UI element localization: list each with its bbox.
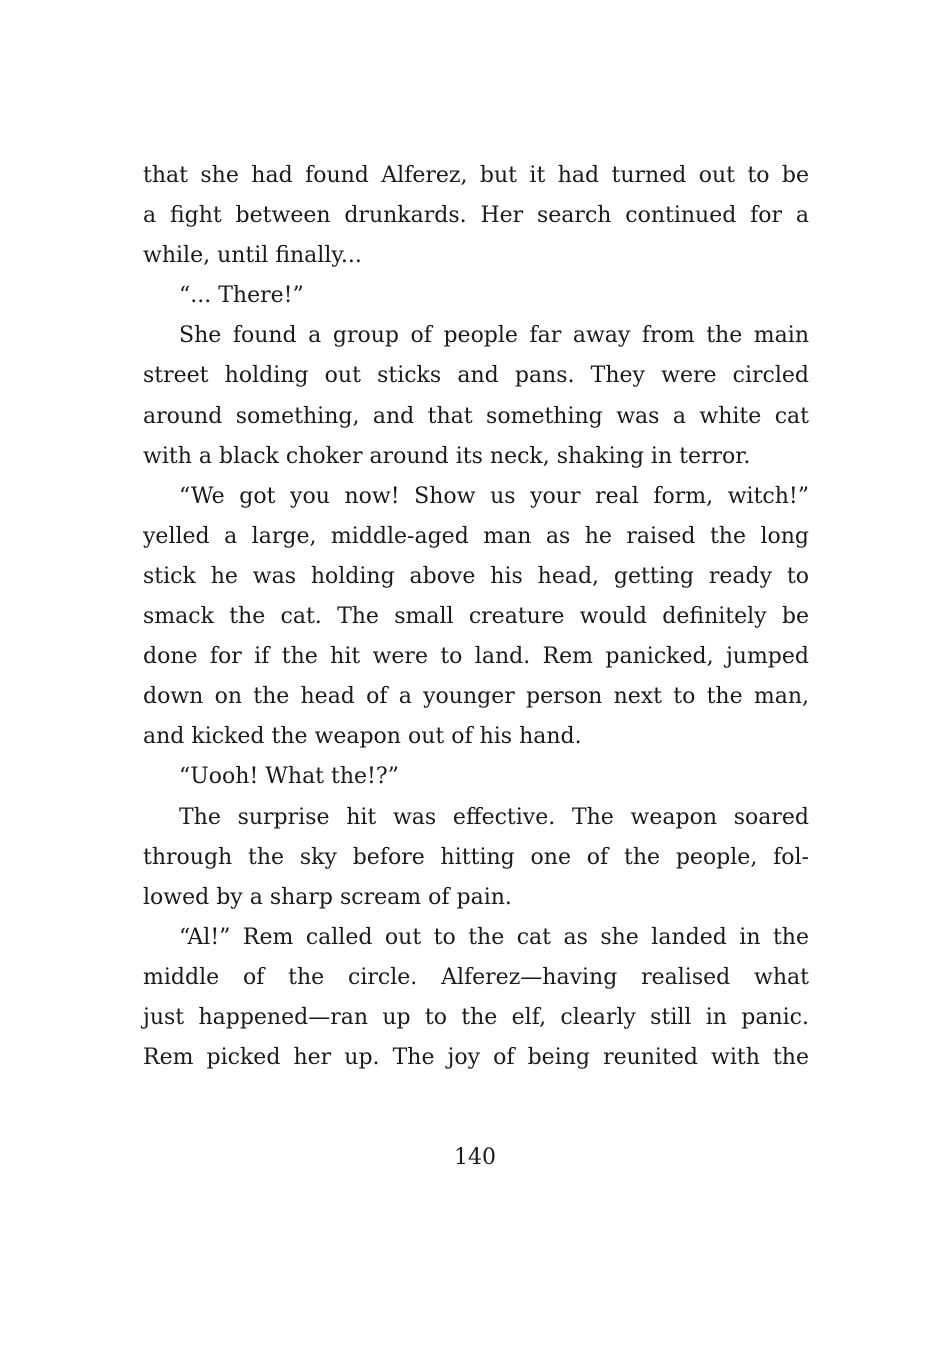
text-line: that she had found Alferez, but it had turned out to be [143,163,809,188]
page-number: 140 [454,1145,496,1170]
text-line: lowed by a sharp scream of pain. [143,884,512,910]
text-line: just happened—ran up to the elf, clearly still in panic. [143,1004,809,1030]
text-line: Rem picked her up. The joy of being reunited with the [143,1045,809,1071]
text-line: done for if the hit were to land. Rem panicked, jumped [143,644,809,670]
text-line: “Uooh! What the!?” [179,764,399,790]
text-line: around something, and that something was a white cat [143,403,809,429]
text-line: a fight between drunkards. Her search continued for a [143,203,809,229]
text-line: yelled a large, middle-aged man as he raised the long [143,523,809,549]
text-line: smack the cat. The small creature would definitely be [143,604,809,630]
text-line: The surprise hit was effective. The weapon soared [179,804,809,830]
text-line: down on the head of a younger person next to the man, [143,684,809,710]
text-line: street holding out sticks and pans. They were circled [143,363,809,389]
text-line: stick he was holding above his head, getting ready to [143,563,809,589]
text-line: with a black choker around its neck, shaking in terror. [143,443,751,469]
text-line: “We got you now! Show us your real form, witch!” [179,483,809,509]
text-line: “Al!” Rem called out to the cat as she landed in the [179,924,809,950]
text-line: middle of the circle. Alferez—having realised what [143,964,809,990]
body-text [143,156,809,1078]
text-line: “... There!” [179,283,304,309]
text-line: She found a group of people far away from the main [179,323,809,349]
text-line: through the sky before hitting one of the people, fol- [143,844,809,870]
text-line: and kicked the weapon out of his hand. [143,724,582,750]
text-line: while, until finally... [143,243,362,269]
